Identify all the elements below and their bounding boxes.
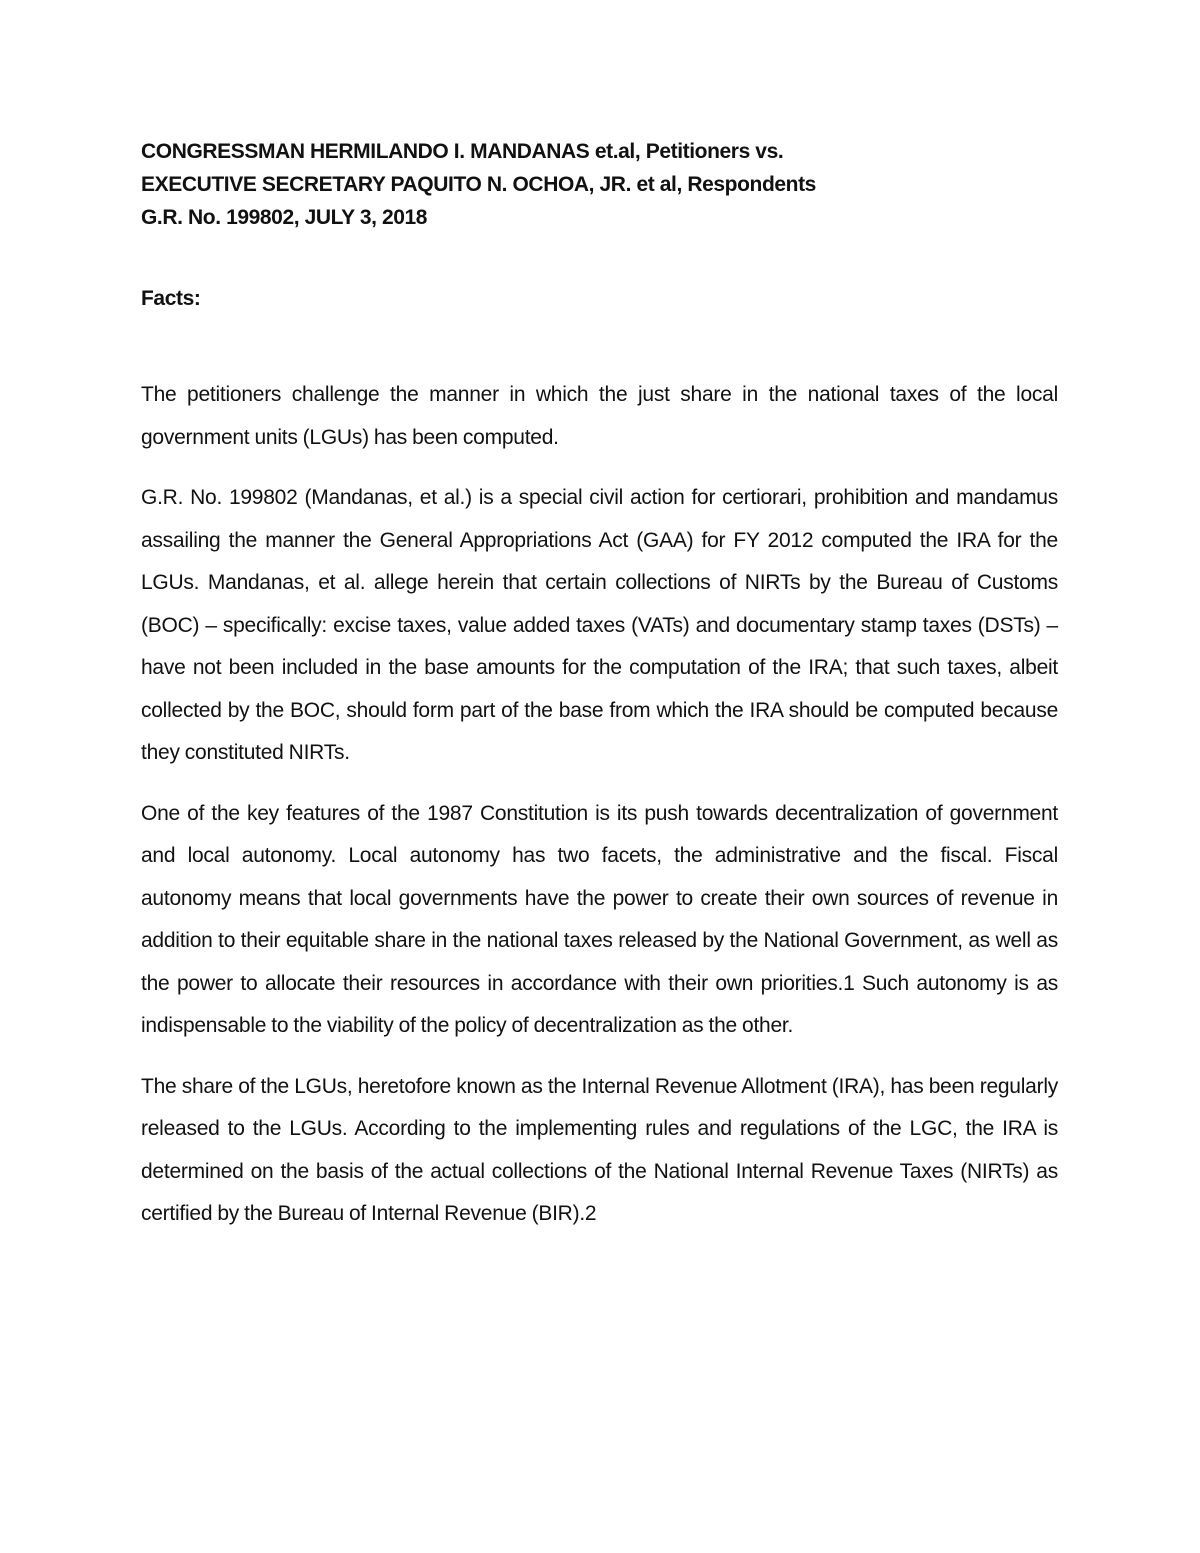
paragraph-intro: The petitioners challenge the manner in which the just share in the national taxes of the local government units (LGUs) has been computed. bbox=[141, 383, 1058, 449]
case-heading bbox=[141, 135, 1061, 234]
paragraph-ira-share: The share of the LGUs, heretofore known as the Internal Revenue Allotment (IRA), has been regularly released to the LGUs. According to the implementing rules and regulations of the LGC, the IRA is determined on the basis of the actual collections of the National Internal Revenue Taxes (NIRTs) as certified by the Bureau of Internal Revenue (BIR).2 bbox=[141, 1074, 1058, 1225]
case-title-respondents: EXECUTIVE SECRETARY PAQUITO N. OCHOA, JR. et al, Respondents bbox=[141, 173, 816, 196]
paragraph-autonomy: One of the key features of the 1987 Constitution is its push towards decentralization of government and local autonomy. Local autonomy has two facets, the administrative and the fiscal. Fiscal autonomy means that local governments have the power to create their own sources of revenue in addition to their equitable share in the national taxes released by the National Government, as well as the power to allocate their resources in accordance with their own priorities.1 Such autonomy is as indispensable to the viability of the policy of decentralization as the other. bbox=[141, 801, 1058, 1037]
paragraph-petition: G.R. No. 199802 (Mandanas, et al.) is a special civil action for certiorari, prohibition and mandamus assailing the manner the General Appropriations Act (GAA) for FY 2012 computed the IRA for the LGUs. Mandanas, et al. allege herein that certain collections of NIRTs by the Bureau of Customs (BOC) – specifically: excise taxes, value added taxes (VATs) and documentary stamp taxes (DSTs) – have not been included in the base amounts for the computation of the IRA; that such taxes, albeit collected by the BOC, should form part of the base from which the IRA should be computed because they constituted NIRTs. bbox=[141, 486, 1058, 764]
case-number-date: G.R. No. 199802, JULY 3, 2018 bbox=[141, 206, 428, 229]
case-title-petitioners: CONGRESSMAN HERMILANDO I. MANDANAS et.al, Petitioners vs. bbox=[141, 140, 784, 163]
facts-label: Facts: bbox=[141, 287, 201, 310]
facts-body bbox=[141, 374, 1058, 1254]
